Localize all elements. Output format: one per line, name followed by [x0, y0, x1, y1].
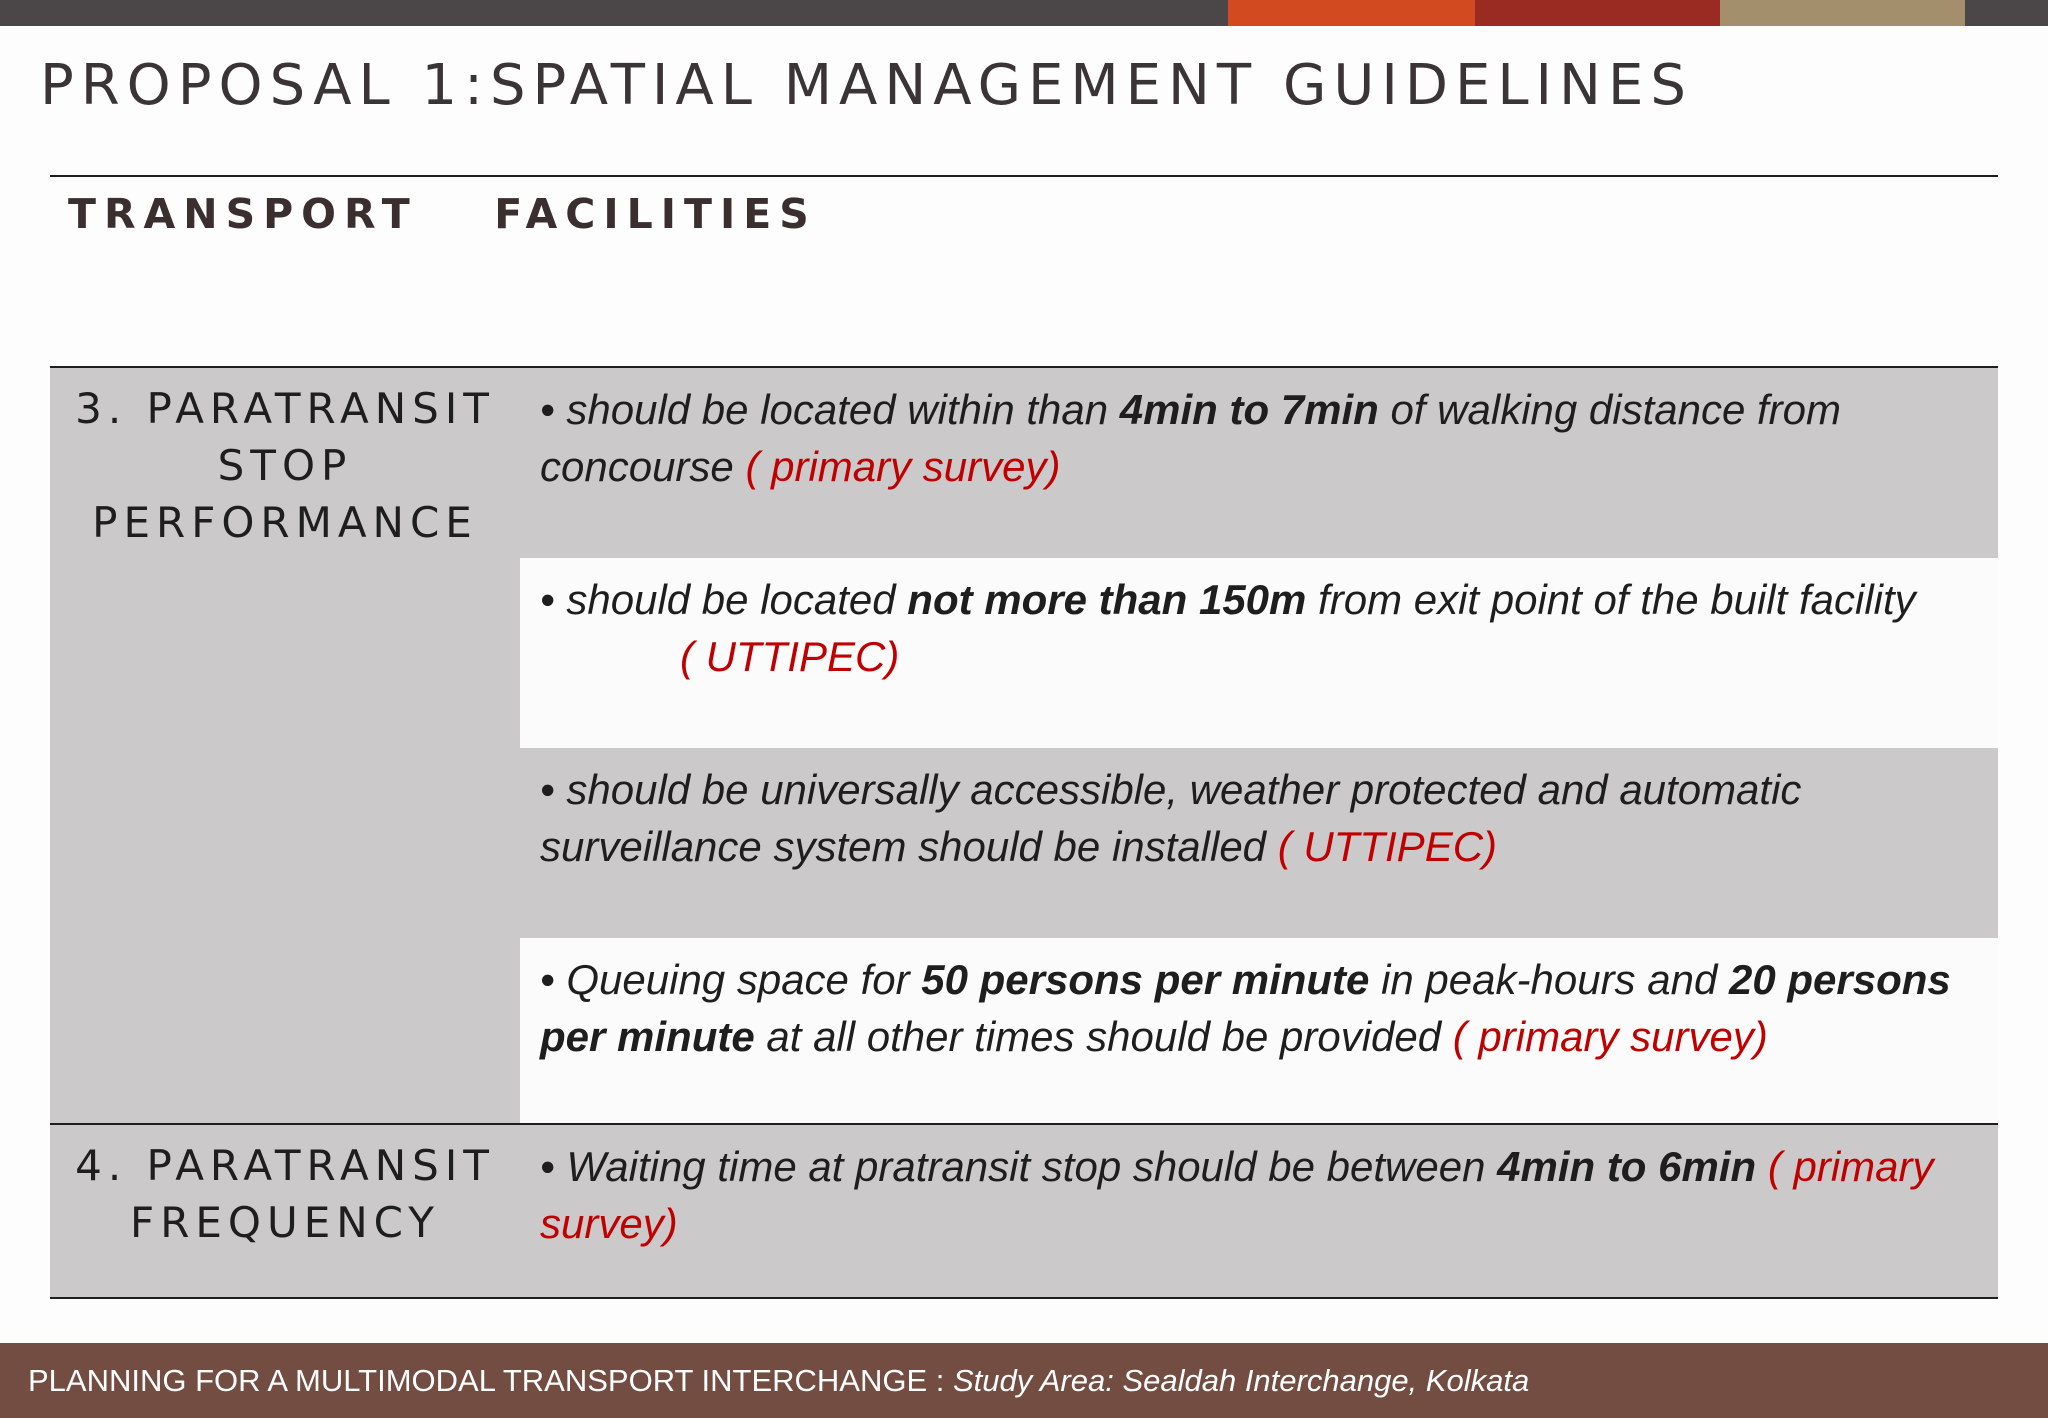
bullet: •	[540, 956, 567, 1003]
label-line: FREQUENCY	[130, 1198, 440, 1247]
guideline-text: from exit point of the built facility	[1306, 576, 1916, 623]
row-label-frequency	[50, 1125, 520, 1297]
guideline-text: in peak-hours and	[1369, 956, 1729, 1003]
guideline-source: ( primary survey)	[745, 443, 1061, 490]
footer-title: PLANNING FOR A MULTIMODAL TRANSPORT INTERCHANGE :	[28, 1363, 953, 1398]
top-bar-segment-orange	[1228, 0, 1475, 26]
guideline-emphasis: 50 persons per minute	[921, 956, 1370, 1003]
guideline-list	[520, 1125, 1998, 1297]
table-group-stop-performance	[50, 366, 1998, 1123]
guideline-emphasis: 20 persons per minute	[540, 956, 1951, 1060]
footer-bar	[0, 1343, 2048, 1418]
guideline-text: of walking distance from concourse	[540, 386, 1842, 490]
guideline-item	[520, 938, 1998, 1123]
guideline-item	[520, 558, 1998, 748]
guideline-text: Queuing space for	[566, 956, 922, 1003]
footer-subtitle: Study Area: Sealdah Interchange, Kolkata	[953, 1363, 1530, 1398]
top-color-bar	[0, 0, 2048, 26]
guidelines-table	[50, 366, 1998, 1299]
guideline-list	[520, 368, 1998, 1123]
label-line: 3. PARATRANSIT	[75, 384, 495, 433]
guideline-source: ( primary survey)	[1452, 1013, 1768, 1060]
bullet: •	[540, 1143, 567, 1190]
guideline-text: at all other times should be provided	[754, 1013, 1453, 1060]
guideline-item	[520, 748, 1998, 938]
guideline-emphasis: not more than 150m	[907, 576, 1307, 623]
top-bar-segment-tan	[1720, 0, 1965, 26]
guideline-text: should be universally accessible, weather protected and automatic surveillance system should be installed	[540, 766, 1802, 870]
guideline-source: ( UTTIPEC)	[1277, 823, 1498, 870]
guideline-emphasis: 4min to 6min	[1497, 1143, 1757, 1190]
top-bar-segment-dark-end	[1965, 0, 2048, 26]
top-bar-segment-dark	[0, 0, 1228, 26]
slide-title: PROPOSAL 1:SPATIAL MANAGEMENT GUIDELINES	[40, 53, 1693, 118]
section-title: TRANSPORT FACILITIES	[68, 190, 817, 238]
bullet: •	[540, 766, 567, 813]
guideline-item	[520, 1125, 1998, 1297]
guideline-source: ( UTTIPEC)	[680, 633, 900, 680]
guideline-text: should be located	[566, 576, 908, 623]
label-line: PERFORMANCE	[92, 498, 478, 547]
label-line: 4. PARATRANSIT	[75, 1141, 495, 1190]
guideline-text: should be located within than	[566, 386, 1120, 433]
bullet: •	[540, 386, 567, 433]
guideline-text	[1756, 1143, 1768, 1190]
table-group-frequency	[50, 1123, 1998, 1299]
top-bar-segment-red	[1475, 0, 1720, 26]
bullet: •	[540, 576, 567, 623]
guideline-item	[520, 368, 1998, 558]
guideline-source: ( primary survey)	[540, 1143, 1934, 1247]
row-label-stop-performance	[50, 368, 520, 1123]
label-line: STOP	[217, 441, 353, 490]
guideline-text: Waiting time at pratransit stop should be between	[566, 1143, 1498, 1190]
title-divider	[50, 175, 1998, 177]
guideline-emphasis: 4min to 7min	[1119, 386, 1379, 433]
